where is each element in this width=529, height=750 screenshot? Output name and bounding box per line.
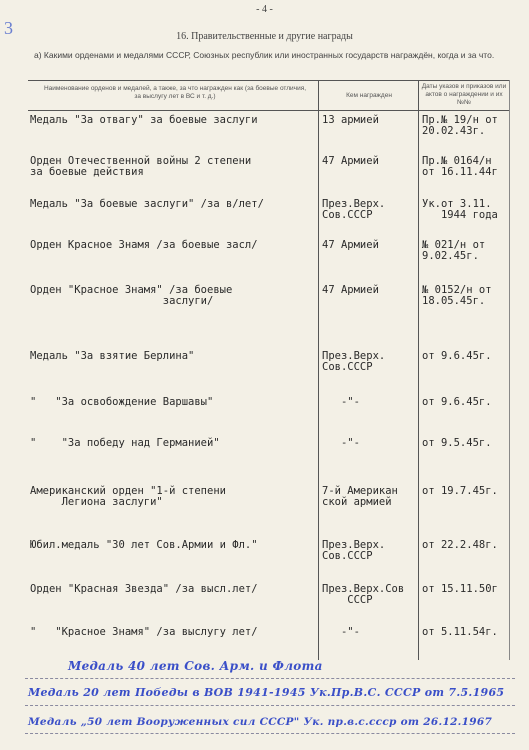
page-number: - 4 - [256, 4, 273, 15]
column-divider-2 [418, 80, 419, 660]
decree-cell: Пр.№ 19/н от 20.02.43г. [422, 114, 498, 137]
award-name-cell: Орден Отечественной войны 2 степени за боевые действия [30, 155, 252, 178]
handwritten-line-rule-3 [25, 733, 515, 734]
header-bottom-rule [28, 110, 510, 111]
column-divider-3 [509, 80, 510, 660]
awarded-by-cell: -"- [322, 626, 360, 638]
awarded-by-cell: 47 Армией [322, 239, 379, 251]
column-divider-1 [318, 80, 319, 660]
decree-cell: № 0152/н от 18.05.45г. [422, 284, 492, 307]
award-name-cell: " "За освобождение Варшавы" [30, 396, 214, 408]
column-header-by-whom: Кем награжден [346, 92, 392, 99]
awarded-by-cell: През.Верх.Сов СССР [322, 583, 405, 606]
decree-cell: Пр.№ 0164/н от 16.11.44г [422, 155, 498, 178]
decree-cell: от 9.6.45г. [422, 350, 492, 362]
award-name-cell: Американский орден "1-й степени Легиона заслуги" [30, 485, 226, 508]
award-name-cell: " "За победу над Германией" [30, 437, 220, 449]
section-subheading: а) Какими орденами и медалями СССР, Союзных республик или иностранных государств награждён, когда и за что. [34, 50, 495, 60]
table-top-rule [28, 80, 510, 81]
section-title: 16. Правительственные и другие награды [176, 31, 353, 42]
award-name-cell: Орден Красное Знамя /за боевые засл/ [30, 239, 258, 251]
decree-cell: от 19.7.45г. [422, 485, 498, 497]
decree-cell: Ук.от 3.11. 1944 года [422, 198, 498, 221]
awarded-by-cell: 7-й Американ ской армией [322, 485, 398, 508]
awarded-by-cell: През.Верх. Сов.СССР [322, 350, 386, 373]
decree-cell: от 9.5.45г. [422, 437, 492, 449]
awarded-by-cell: 47 Армией [322, 284, 379, 296]
decree-cell: от 5.11.54г. [422, 626, 498, 638]
handwritten-line-rule-1 [25, 678, 515, 679]
handwritten-award-1: Медаль 40 лет Сов. Арм. и Флота [68, 659, 323, 673]
awarded-by-cell: -"- [322, 396, 360, 408]
award-name-cell: Медаль "За взятие Берлина" [30, 350, 195, 362]
award-name-cell: " "Красное Знамя" /за выслугу лет/ [30, 626, 258, 638]
handwritten-line-rule-2 [25, 705, 515, 706]
margin-mark: 3 [4, 18, 13, 38]
decree-cell: № 021/н от 9.02.45г. [422, 239, 486, 262]
awarded-by-cell: 13 армией [322, 114, 379, 126]
awarded-by-cell: През.Верх. Сов.СССР [322, 198, 386, 221]
awarded-by-cell: През.Верх. Сов.СССР [322, 539, 386, 562]
handwritten-award-3: Медаль „50 лет Вооруженных сил СССР" Ук. пр.в.с.ссср от 26.12.1967 [28, 716, 493, 728]
awarded-by-cell: -"- [322, 437, 360, 449]
award-name-cell: Медаль "За отвагу" за боевые заслуги [30, 114, 258, 126]
decree-cell: от 9.6.45г. [422, 396, 492, 408]
awarded-by-cell: 47 Армией [322, 155, 379, 167]
column-header-award: Наименование орденов и медалей, а также, за что награжден как (за боевые отличия, за выслугу лет в ВС и т. д.) [43, 85, 307, 100]
decree-cell: от 22.2.48г. [422, 539, 498, 551]
award-name-cell: Медаль "За боевые заслуги" /за в/лет/ [30, 198, 264, 210]
column-header-decree: Даты указов и приказов или актов о награждении и их №№ [421, 83, 507, 106]
award-name-cell: Орден "Красная Звезда" /за высл.лет/ [30, 583, 258, 595]
handwritten-award-2: Медаль 20 лет Победы в ВОВ 1941-1945 Ук.Пр.В.С. СССР от 7.5.1965 [28, 686, 505, 699]
award-name-cell: Орден "Красное Знамя" /за боевые заслуги/ [30, 284, 233, 307]
award-name-cell: Юбил.медаль "30 лет Сов.Армии и Фл." [30, 539, 258, 551]
decree-cell: от 15.11.50г [422, 583, 498, 595]
